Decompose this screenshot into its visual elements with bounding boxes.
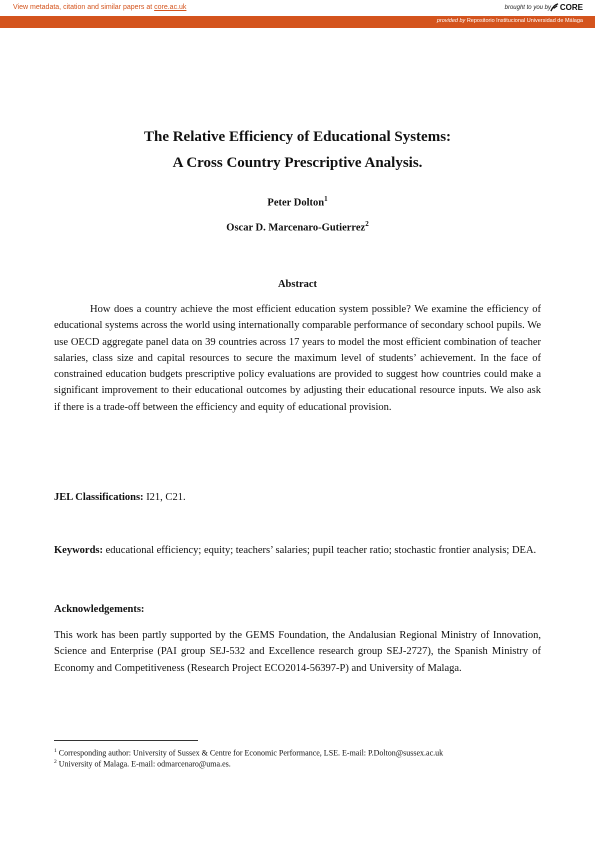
core-logo[interactable] bbox=[550, 3, 583, 12]
paper-title-line-1: The Relative Efficiency of Educational Systems: bbox=[143, 129, 452, 145]
core-metadata-text bbox=[13, 4, 186, 11]
acknowledgements-heading: Acknowledgements: bbox=[54, 604, 145, 615]
paper-title-line-2: A Cross Country Prescriptive Analysis. bbox=[172, 155, 423, 171]
core-provided-bar bbox=[0, 16, 595, 28]
jel-value: I21, C21. bbox=[143, 492, 186, 503]
footnote-2 bbox=[54, 757, 231, 770]
keywords bbox=[54, 543, 541, 559]
provided-by-source[interactable]: Repositorio Institucional Universidad de Málaga bbox=[466, 18, 583, 24]
footnote-divider bbox=[54, 740, 198, 741]
footnote-1-text: Corresponding author: University of Sussex & Centre for Economic Performance, LSE. E-mail: P.Dolton@sussex.ac.uk bbox=[56, 748, 444, 758]
brought-to-you-text: brought to you by bbox=[504, 5, 551, 11]
core-link[interactable]: core.ac.uk bbox=[154, 4, 187, 11]
author-2-name: Oscar D. Marcenaro-Gutierrez bbox=[226, 222, 366, 234]
jel-classifications bbox=[54, 490, 541, 506]
provided-by-prefix: provided by bbox=[436, 18, 466, 24]
footnote-2-mark: 2 bbox=[54, 759, 57, 765]
core-logo-text: CORE bbox=[559, 3, 583, 12]
abstract-text: How does a country achieve the most efficient education system possible? We examine the efficiency of educational systems across the world using internationally comparable performance of secondary school pupils. We use OECD aggregate panel data on 39 countries across 17 years to model the most efficient combination of teacher salaries, class size and capital resources to secure the maximum level of students’ achievement. In the face of constrained education budgets prescriptive policy evaluations are provided to suggest how countries could make a significant improvement to their educational outcomes by adjusting their educational resource inputs. We also ask if there is a trade-off between the efficiency and equity of educational provision. bbox=[54, 304, 541, 413]
acknowledgements-text: This work has been partly supported by the GEMS Foundation, the Andalusian Regional Ministry of Innovation, Science and Enterprise (PAI group SEJ-532 and Excellence research group SEJ-2727), the Spanish Ministry of Economy and Competitiveness (Research Project ECO2014-56397-P) and University of Malaga. bbox=[54, 630, 541, 674]
core-metadata-prefix: View metadata, citation and similar papers at bbox=[13, 4, 155, 11]
author-2 bbox=[0, 220, 595, 234]
provided-by-text bbox=[437, 18, 583, 24]
author-1-name: Peter Dolton bbox=[267, 197, 325, 209]
author-1-mark: 1 bbox=[324, 195, 328, 203]
keywords-value: educational efficiency; equity; teachers’ salaries; pupil teacher ratio; stochastic frontier analysis; DEA. bbox=[103, 545, 537, 556]
jel-label: JEL Classifications: bbox=[54, 492, 144, 503]
abstract-heading: Abstract bbox=[277, 279, 318, 290]
footnote-1-mark: 1 bbox=[54, 748, 57, 754]
footnote-2-text: University of Malaga. E-mail: odmarcenaro@uma.es. bbox=[56, 759, 231, 769]
core-logo-icon bbox=[550, 3, 559, 12]
author-2-mark: 2 bbox=[365, 220, 369, 228]
author-1 bbox=[0, 195, 595, 209]
keywords-label: Keywords: bbox=[54, 545, 103, 556]
core-header bbox=[0, 0, 595, 16]
